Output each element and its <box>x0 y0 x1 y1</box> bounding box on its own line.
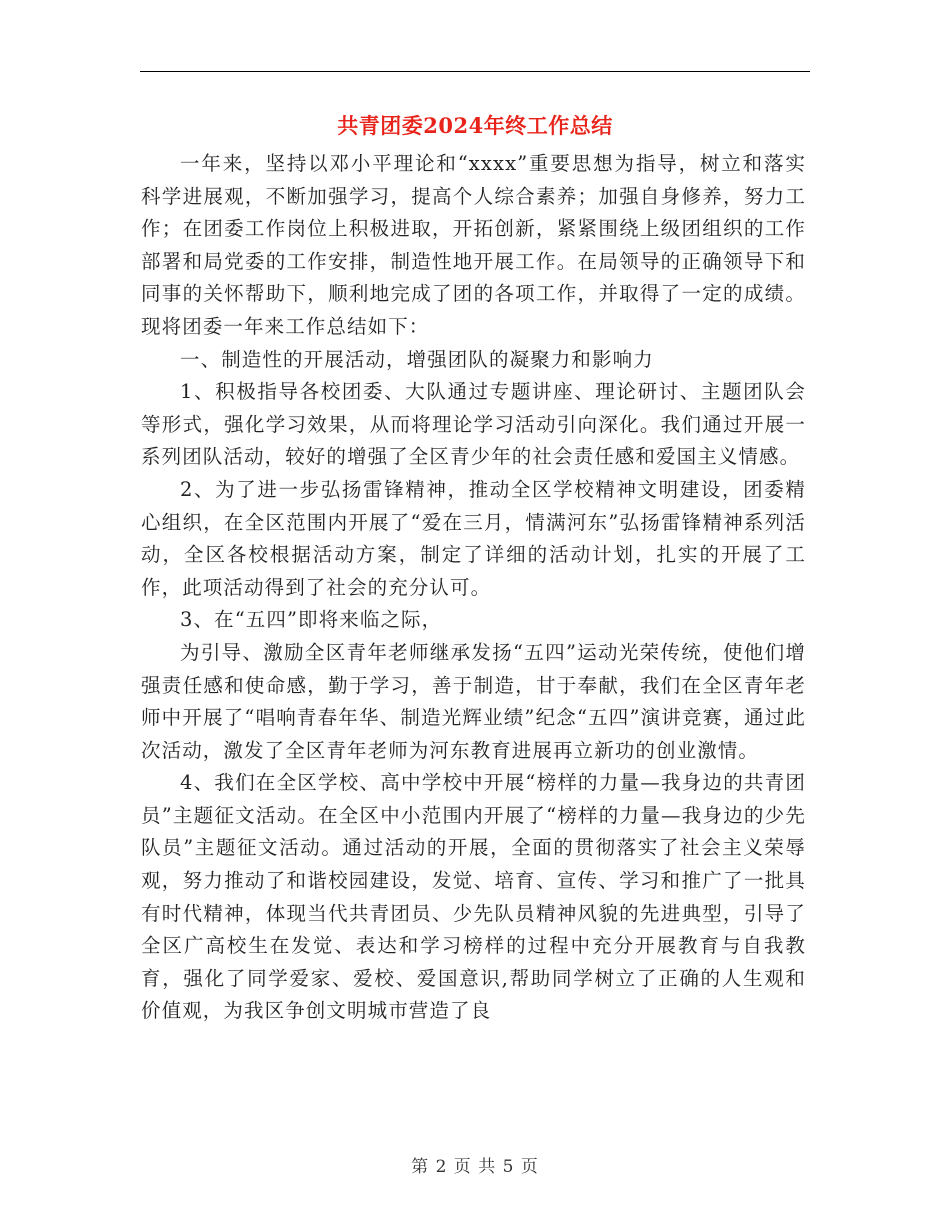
paragraph-item-4: 4、我们在全区学校、高中学校中开展“榜样的力量—我身边的共青团员”主题征文活动。在全区中小范围内开展了“榜样的力量—我身边的少先队员”主题征文活动。通过活动的开展，全面的贯彻落实了社会主义荣辱观，努力推动了和谐校园建设，发觉、培育、宣传、学习和推广了一批具有时代精神，体现当代共青团员、少先队员精神风貌的先进典型，引导了全区广高校生在发觉、表达和学习榜样的过程中充分开展教育与自我教育，强化了同学爱家、爱校、爱国意识,帮助同学树立了正确的人生观和价值观，为我区争创文明城市营造了良 <box>141 771 806 1023</box>
document-title: 共青团委2024年终工作总结 <box>337 113 613 138</box>
header-rule <box>140 71 810 72</box>
paragraph-item-3-lead: 3、在“五四”即将来临之际， <box>180 608 443 632</box>
section-heading-1: 一、制造性的开展活动，增强团队的凝聚力和影响力 <box>180 347 654 371</box>
document-body <box>141 148 806 1028</box>
paragraph-intro: 一年来，坚持以邓小平理论和“xxxx”重要思想为指导，树立和落实科学进展观，不断加强学习，提高个人综合素养；加强自身修养，努力工作；在团委工作岗位上积极进取，开拓创新，紧紧围绕上级团组织的工作部署和局党委的工作安排，制造性地开展工作。在局领导的正确领导下和同事的关怀帮助下，顺利地完成了团的各项工作，并取得了一定的成绩。现将团委一年来工作总结如下： <box>141 152 806 338</box>
paragraph-item-1: 1、积极指导各校团委、大队通过专题讲座、理论研讨、主题团队会等形式，强化学习效果，从而将理论学习活动引向深化。我们通过开展一系列团队活动，较好的增强了全区青少年的社会责任感和爱国主义情感。 <box>141 380 806 469</box>
paragraph-item-2: 2、为了进一步弘扬雷锋精神，推动全区学校精神文明建设，团委精心组织，在全区范围内开展了“爱在三月，情满河东”弘扬雷锋精神系列活动，全区各校根据活动方案，制定了详细的活动计划，扎实的开展了工作，此项活动得到了社会的充分认可。 <box>141 477 806 599</box>
page-number-footer: 第 2 页 共 5 页 <box>411 1157 539 1177</box>
paragraph-item-3-body: 为引导、激励全区青年老师继承发扬“五四”运动光荣传统，使他们增强责任感和使命感，勤于学习，善于制造，甘于奉献，我们在全区青年老师中开展了“唱响青春年华、制造光辉业绩”纪念“五四”演讲竞赛，通过此次活动，激发了全区青年老师为河东教育进展再立新功的创业激情。 <box>141 640 806 762</box>
